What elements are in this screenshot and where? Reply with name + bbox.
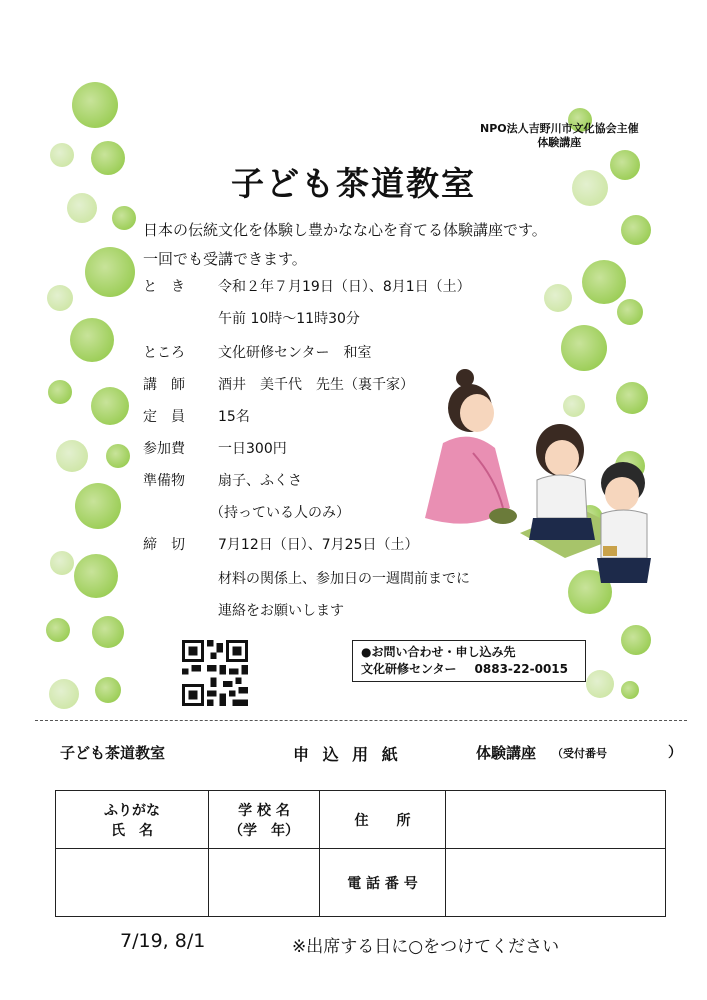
form-title-right: 体験講座 — [476, 744, 537, 762]
decorative-dot — [56, 440, 88, 472]
detail-value: 午前 10時〜11時30分 — [218, 311, 360, 327]
detail-value: 7月12日（日）、7月25日（土） — [218, 537, 419, 553]
decorative-dot — [49, 679, 79, 709]
detail-value: 一日300円 — [218, 441, 287, 457]
decorative-dot — [48, 380, 72, 404]
detail-value: （持っている人のみ） — [210, 505, 350, 521]
contact-heading: ●お問い合わせ・申し込み先 — [361, 645, 516, 659]
decorative-dot — [91, 387, 129, 425]
phone-field[interactable] — [446, 849, 666, 917]
organizer: NPO法人吉野川市文化協会主催 体験講座 — [480, 122, 639, 149]
footer-note: ※出席する日に○をつけてください — [292, 937, 560, 957]
detail-value: 材料の関係上、参加日の一週間前までに — [218, 571, 470, 587]
detail-value: 文化研修センター 和室 — [218, 345, 372, 361]
qr-code — [182, 640, 248, 706]
decorative-dot — [112, 206, 136, 230]
decorative-dot — [47, 285, 73, 311]
decorative-dot — [46, 618, 70, 642]
detail-label: 準備物 — [143, 473, 185, 489]
receipt-number-close: ） — [668, 745, 682, 761]
detail-label: 締 切 — [143, 537, 185, 553]
tea-ceremony-illustration — [415, 368, 655, 593]
decorative-dot — [621, 625, 651, 655]
decorative-dot — [92, 616, 124, 648]
detail-label: 参加費 — [143, 441, 185, 457]
girl-figure — [529, 424, 595, 540]
detail-label: と き — [143, 279, 185, 295]
detail-value: 扇子、ふくさ — [218, 473, 302, 489]
detail-value: 15名 — [218, 409, 250, 425]
cut-line — [35, 720, 687, 721]
form-title-center: 申 込 用 紙 — [293, 745, 402, 764]
boy-figure — [597, 462, 651, 583]
decorative-dot — [50, 551, 74, 575]
decorative-dot — [106, 444, 130, 468]
decorative-dot — [561, 325, 607, 371]
school-field[interactable] — [209, 849, 320, 917]
decorative-dot — [95, 677, 121, 703]
decorative-dot — [621, 681, 639, 699]
school-header: 学 校 名 （学 年） — [209, 791, 320, 849]
address-header: 住 所 — [320, 791, 446, 849]
decorative-dot — [75, 483, 121, 529]
decorative-dot — [70, 318, 114, 362]
intro-line-2: 一回でも受講できます。 — [143, 250, 307, 268]
detail-label: 講 師 — [143, 377, 185, 393]
footer-dates: 7/19, 8/1 — [120, 930, 206, 952]
decorative-dot — [621, 215, 651, 245]
contact-box — [352, 640, 586, 682]
contact-name: 文化研修センター — [361, 662, 457, 676]
detail-label: ところ — [143, 345, 185, 361]
address-field[interactable] — [446, 791, 666, 849]
contact-phone: 0883-22-0015 — [474, 662, 568, 676]
decorative-dot — [586, 670, 614, 698]
decorative-dot — [582, 260, 626, 304]
intro-line-1: 日本の伝統文化を体験し豊かなな心を育てる体験講座です。 — [143, 221, 547, 239]
decorative-dot — [85, 247, 135, 297]
decorative-dot — [74, 554, 118, 598]
detail-value: 酒井 美千代 先生（裏千家） — [218, 377, 414, 393]
decorative-dot — [617, 299, 643, 325]
form-title-left: 子ども茶道教室 — [60, 744, 166, 762]
receipt-number-label: （受付番号 — [552, 747, 607, 760]
name-field[interactable] — [56, 849, 209, 917]
page-title: 子ども茶道教室 — [231, 164, 476, 203]
teacher-figure — [425, 369, 517, 524]
name-header: ふりがな 氏 名 — [56, 791, 209, 849]
decorative-dot — [72, 82, 118, 128]
decorative-dot — [544, 284, 572, 312]
application-form-table — [55, 790, 666, 917]
detail-value: 令和２年７月19日（日）、8月1日（土） — [218, 279, 471, 295]
phone-header: 電 話 番 号 — [320, 849, 446, 917]
detail-value: 連絡をお願いします — [218, 603, 344, 619]
detail-label: 定 員 — [143, 409, 185, 425]
